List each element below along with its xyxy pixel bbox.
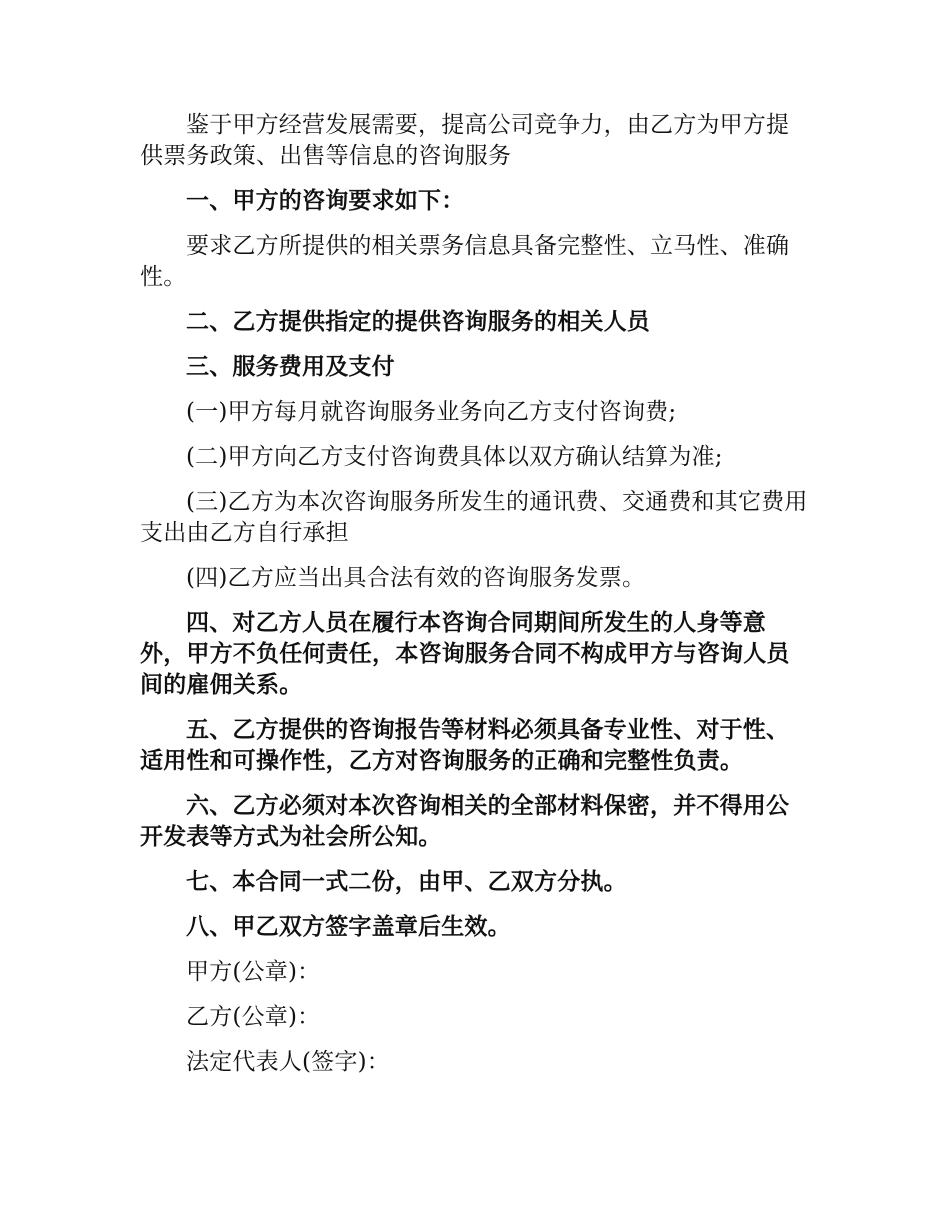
party-a-seal-line: 甲方(公章)：: [186, 959, 321, 985]
party-b-seal-line: 乙方(公章)：: [186, 1004, 321, 1030]
section-2-heading: 二、乙方提供指定的提供咨询服务的相关人员: [186, 309, 650, 335]
section-3-heading: 三、服务费用及支付: [186, 354, 395, 380]
section-8-clause: 八、甲乙双方签字盖章后生效。: [186, 914, 511, 940]
legal-representative-signature-line: 法定代表人(签字)：: [186, 1049, 390, 1075]
section-1-heading: 一、甲方的咨询要求如下：: [186, 188, 465, 214]
section-3-item-3: (三)乙方为本次咨询服务所发生的通讯费、交通费和其它费用支出由乙方自行承担: [140, 489, 808, 546]
section-3-item-1: (一)甲方每月就咨询服务业务向乙方支付咨询费;: [186, 399, 677, 425]
section-7-clause: 七、本合同一式二份，由甲、乙双方分执。: [186, 869, 627, 895]
section-3-item-2: (二)甲方向乙方支付咨询费具体以双方确认结算为准;: [186, 444, 723, 470]
section-6-clause: 六、乙方必须对本次咨询相关的全部材料保密，并不得用公开发表等方式为社会所公知。: [140, 793, 790, 850]
section-5-clause: 五、乙方提供的咨询报告等材料必须具备专业性、对于性、适用性和可操作性，乙方对咨询服务的正确和完整性负责。: [140, 717, 790, 774]
section-3-item-4: (四)乙方应当出具合法有效的咨询服务发票。: [186, 565, 646, 591]
preamble-paragraph: 鉴于甲方经营发展需要，提高公司竞争力，由乙方为甲方提供票务政策、出售等信息的咨询服务: [140, 112, 790, 169]
document-body: [140, 110, 810, 1078]
section-4-clause: 四、对乙方人员在履行本咨询合同期间所发生的人身等意外，甲方不负任何责任，本咨询服务合同不构成甲方与咨询人员间的雇佣关系。: [140, 610, 790, 698]
section-1-body: 要求乙方所提供的相关票务信息具备完整性、立马性、准确性。: [140, 233, 790, 290]
